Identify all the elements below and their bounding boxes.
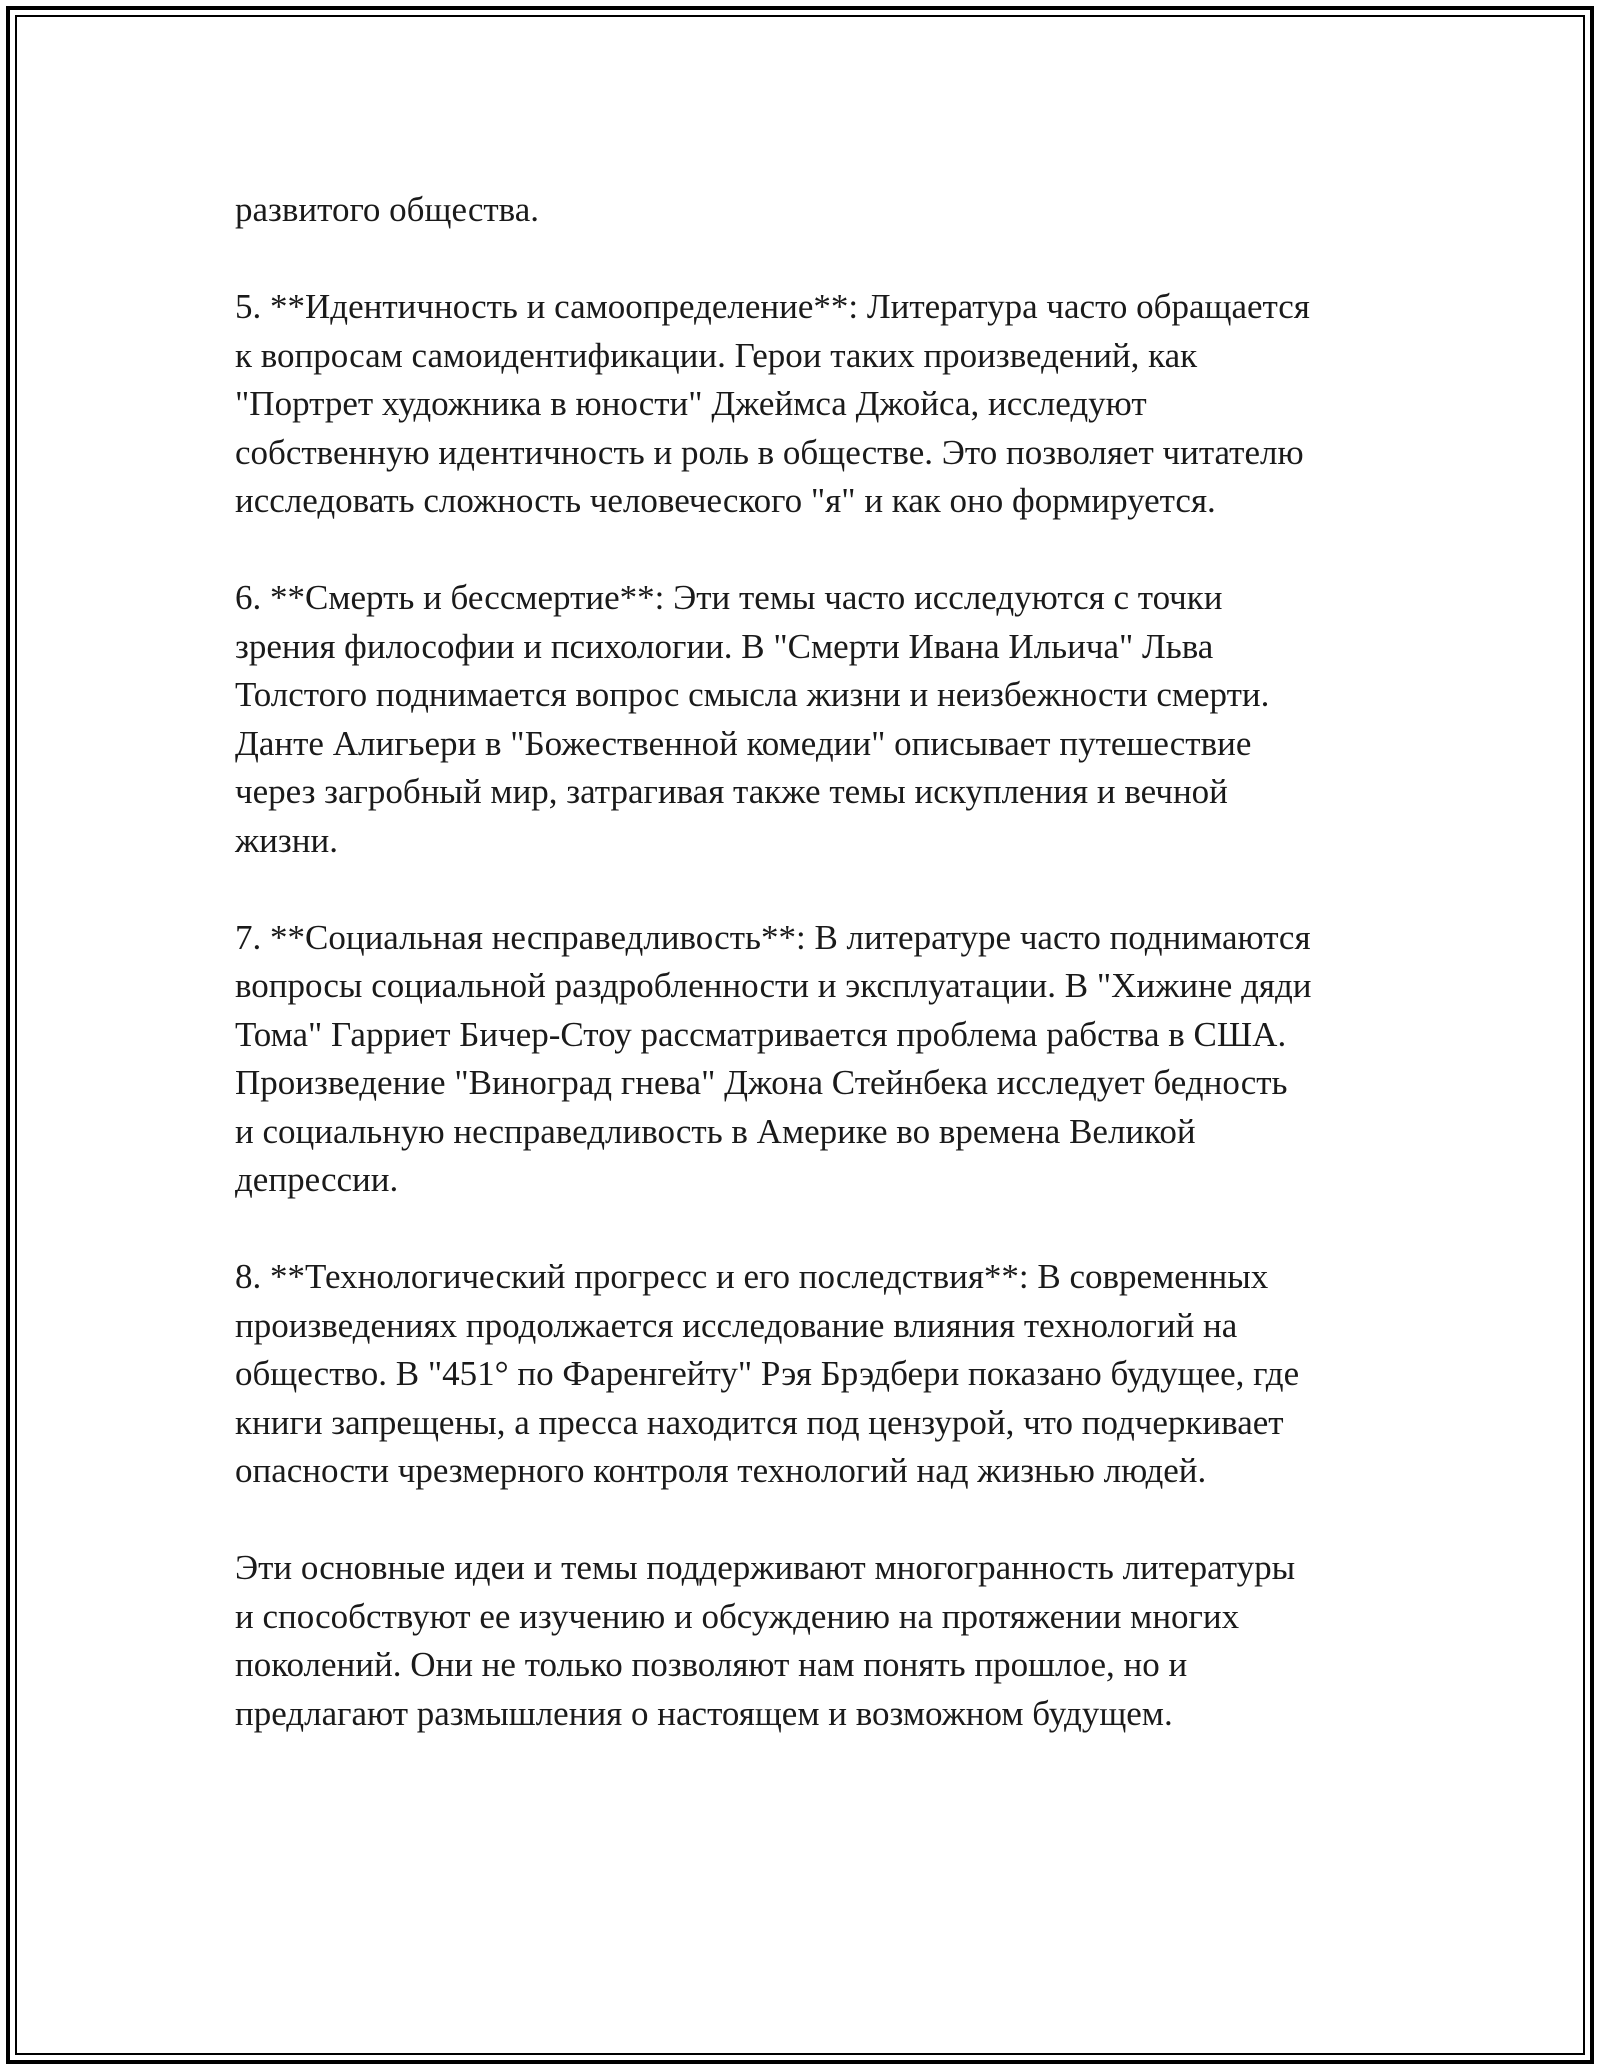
paragraph-death: 6. **Смерть и бессмертие**: Эти темы часто исследуются с точки зрения философии и психологии. В "Смерти Ивана Ильича" Льва Толстого поднимается вопрос смысла жизни и неизбежности смерти. Данте Алигьери в "Божественной комедии" описывает путешествие через загробный мир, затрагивая также темы искупления и вечной жизни. [235,578,1270,860]
document-body [235,186,1395,1787]
paragraph-continuation: развитого общества. [235,190,540,229]
paragraph-technology: 8. **Технологический прогресс и его последствия**: В современных произведениях продолжается исследование влияния технологий на общество. В "451° по Фаренгейту" Рэя Брэдбери показано будущее, где книги запрещены, а пресса находится под цензурой, что подчеркивает опасности чрезмерного контроля технологий над жизнью людей. [235,1257,1300,1490]
paragraph-conclusion: Эти основные идеи и темы поддерживают многогранность литературы и способствуют ее изучению и обсуждению на протяжении многих поколений. Они не только позволяют нам понять прошлое, но и предлагают размышления о настоящем и возможном будущем. [235,1548,1296,1733]
paragraph-social-injustice: 7. **Социальная несправедливость**: В литературе часто поднимаются вопросы социальной раздробленности и эксплуатации. В "Хижине дяди Тома" Гарриет Бичер-Стоу рассматривается проблема рабства в США. Произведение "Виноград гнева" Джона Стейнбека исследует бедность и социальную несправедливость в Америке во времена Великой депрессии. [235,917,1312,1199]
paragraph-identity: 5. **Идентичность и самоопределение**: Литература часто обращается к вопросам самоидентификации. Герои таких произведений, как "Портрет художника в юности" Джеймса Джойса, исследуют собственную идентичность и роль в обществе. Это позволяет читателю исследовать сложность человеческого "я" и как оно формируется. [235,287,1310,520]
